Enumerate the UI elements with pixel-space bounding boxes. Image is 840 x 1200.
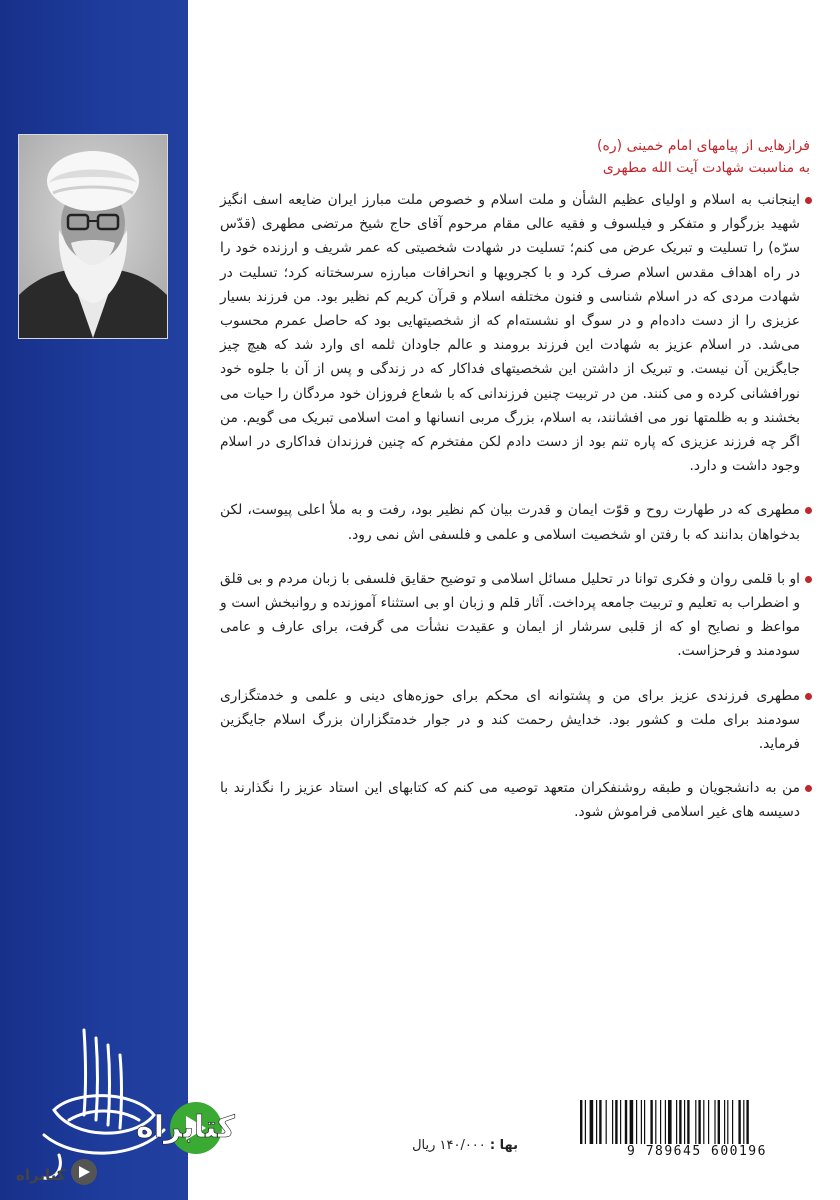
barcode-bar xyxy=(718,1100,720,1144)
barcode-bar xyxy=(641,1100,642,1144)
barcode-bar xyxy=(687,1100,689,1144)
barcode-bar xyxy=(596,1100,597,1144)
paragraph-2-text: مطهری که در طهارت روح و قوّت ایمان و قدرت بیان کم نظیر بود، رفت و به ملأ اعلی پیوست، لکن بدخواهان بدانند که با رفتن او شخصیت اسلامی و علمی و فلسفی اش نمی رود. xyxy=(220,502,800,543)
barcode-bar xyxy=(599,1100,601,1144)
price-value: ۱۴۰/۰۰۰ ریال xyxy=(412,1138,486,1153)
message-body xyxy=(220,188,810,845)
barcode-bar xyxy=(630,1100,634,1144)
barcode-bar xyxy=(676,1100,677,1144)
red-bullet xyxy=(805,507,812,514)
barcode-bar xyxy=(625,1100,627,1144)
barcode-bar xyxy=(615,1100,617,1144)
paragraph-5-text: من به دانشجویان و طبقه روشنفکران متعهد توصیه می کنم که کتابهای این استاد عزیز را نگذارند با دسیسه های غیر اسلامی فراموش شود. xyxy=(220,780,800,821)
watermark-text-small: کتابراه xyxy=(16,1166,66,1184)
barcode-bar xyxy=(698,1100,700,1144)
publisher-calligraphy-logo xyxy=(14,1020,235,1195)
barcode-bar xyxy=(636,1100,637,1144)
barcode-bar xyxy=(585,1100,586,1144)
paragraph-3-text: او با قلمی روان و فکری توانا در تحلیل مسائل اسلامی و توضیح حقایق فلسفی با زبان مردم و بی قلق و اضطراب به تعلیم و تربیت جامعه پرداخت. آثار قلم و زبان او بی استثناء آموزنده و روانبخش است و مواعظ و نصایح او که از قلبی سرشار از ایمان و عقیدت نشأت می گرفت، برای عارف و عامی سودمند و فرحزاست. xyxy=(220,570,800,660)
barcode-bar xyxy=(714,1100,715,1144)
heading-line-2: به مناسبت شهادت آیت الله مطهری xyxy=(602,160,810,176)
barcode-bar xyxy=(703,1100,704,1144)
price-line xyxy=(318,1138,518,1153)
paragraph-4 xyxy=(220,684,810,757)
barcode-bar xyxy=(620,1100,621,1144)
barcode-bar xyxy=(684,1100,685,1144)
red-bullet xyxy=(805,576,812,583)
barcode-bar xyxy=(612,1100,613,1144)
barcode-bar xyxy=(606,1100,607,1144)
price-label: بها : xyxy=(489,1138,518,1153)
paragraph-1-text: اینجانب به اسلام و اولیای عظیم الشأن و ملت اسلام و خصوص ملت مبارز ایران ضایعه اسف انگیز شهید بزرگوار و متفکر و فیلسوف و فقیه عالی مقام مرحوم آقای حاج شیخ مرتضی مطهری (قدّس سرّه) را تسلیت و تبریک عرض می کنم؛ تسلیت در شهادت شخصیتی که عمر شریف و ارزنده خود را در راه اهداف مقدس اسلام صرف کرد و با کجرویها و انحرافات مبارزه سرسختانه کرد؛ تسلیت در شهادت مردی که در اسلام شناسی و فنون مختلفه اسلام و قرآن کریم کم نظیر بود. من فرزند بسیار عزیزی را از دست داده‌ام و در سوگ او نشسته‌ام که از شخصیتهایی بود که حاصل عمرم محسوب می‌شد. در اسلام عزیز به شهادت این فرزند برومند و عالم جاودان ثلمه ای وارد شد که هیچ چیز جایگزین آن نیست. و تبریک از داشتن این شخصیتهای فداکار که در زندگی و پس از آن با جلوه خود نورافشانی کرده و می کنند. من در تربیت چنین فرزندانی که با شعاع فروزان خود مردگان را حیات می بخشند و به ظلمتها نور می افشانند، به اسلام، بزرگ مربی انسانها و امت اسلامی تبریک می گویم. من اگر چه فرزند عزیزی که پاره تنم بود از دست دادم لکن مفتخرم که چنین فرزندان فداکاری در اسلام وجود داشت و دارد. xyxy=(220,192,800,475)
paragraph-5 xyxy=(220,776,810,824)
barcode-bar xyxy=(590,1100,594,1144)
paragraph-4-text: مطهری فرزندی عزیز برای من و پشتوانه ای محکم برای حوزه‌های دینی و علمی و خدمتگزاری سودمند برای ملت و کشور بود. خدایش رحمت کند و در جوار خدمتگزاران بزرگ اسلام جایگزین فرماید. xyxy=(220,687,800,753)
barcode-bar xyxy=(660,1100,661,1144)
barcode-bar xyxy=(668,1100,672,1144)
isbn-number: 9 789645 600196 xyxy=(576,1144,818,1159)
barcode-bar xyxy=(708,1100,709,1144)
paragraph-3 xyxy=(220,567,810,664)
paragraph-2 xyxy=(220,498,810,546)
red-bullet xyxy=(805,693,812,700)
barcode-bar xyxy=(738,1100,740,1144)
barcode-bar xyxy=(695,1100,696,1144)
barcode-bar xyxy=(650,1100,652,1144)
watermark-text-large: کتابراه xyxy=(136,1110,235,1145)
barcode-bar xyxy=(644,1100,645,1144)
red-bullet xyxy=(805,785,812,792)
paragraph-1 xyxy=(220,188,810,478)
barcode-bar xyxy=(665,1100,666,1144)
author-portrait xyxy=(18,134,168,339)
message-heading xyxy=(210,135,810,179)
barcode-bar xyxy=(724,1100,725,1144)
barcode-bar xyxy=(746,1100,748,1144)
red-bullet xyxy=(805,197,812,204)
heading-line-1: فرازهایی از پیامهای امام خمینی (ره) xyxy=(597,138,810,154)
barcode-bar xyxy=(580,1100,582,1144)
barcode-bar xyxy=(732,1100,733,1144)
barcode-bar xyxy=(743,1100,744,1144)
barcode-bar xyxy=(727,1100,728,1144)
barcode-bar xyxy=(655,1100,656,1144)
barcode-bar xyxy=(679,1100,681,1144)
